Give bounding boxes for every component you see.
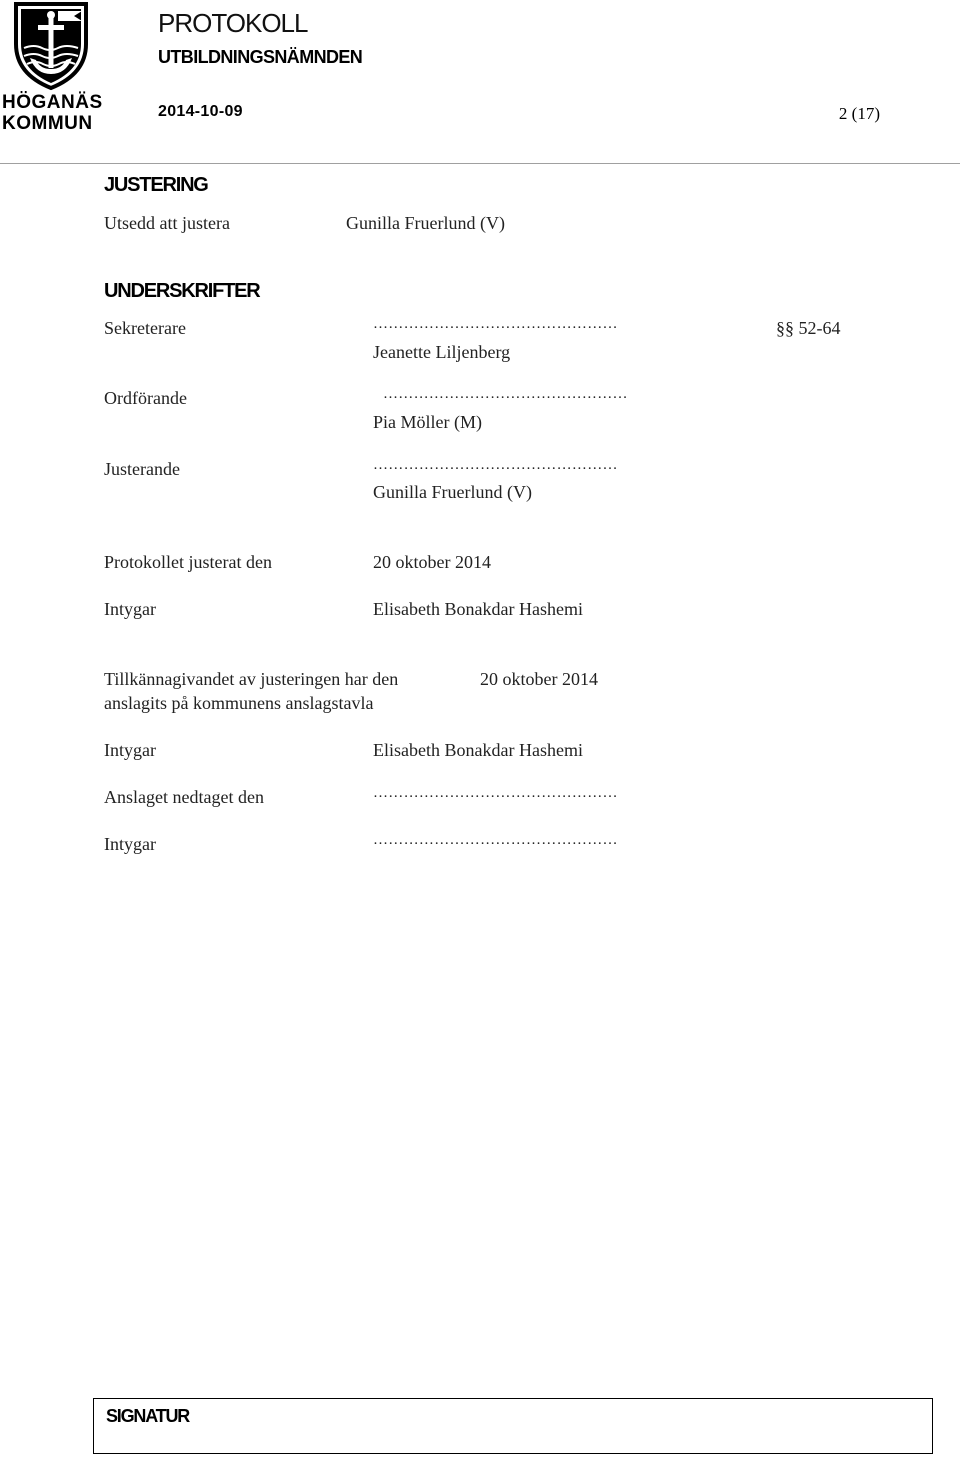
label-anslaget-nedtaget: Anslaget nedtaget den bbox=[104, 787, 264, 807]
label-tillkannagivandet: Tillkännagivandet av justeringen har den bbox=[104, 669, 399, 689]
value-justerat-datum: 20 oktober 2014 bbox=[373, 552, 491, 572]
signature-line-sekreterare: ………………………………………… bbox=[373, 316, 618, 332]
signature-box-label: SIGNATUR bbox=[106, 1406, 190, 1426]
label-utsedd-att-justera: Utsedd att justera bbox=[104, 213, 230, 233]
signature-line-ordforande: ………………………………………… bbox=[383, 386, 628, 402]
signature-line-nedtaget: ………………………………………… bbox=[373, 785, 618, 801]
name-ordforande: Pia Möller (M) bbox=[373, 412, 482, 432]
label-anslagstavla: anslagits på kommunens anslagstavla bbox=[104, 693, 374, 713]
value-intygar-1: Elisabeth Bonakdar Hashemi bbox=[373, 599, 583, 619]
logo-text-hoganas: HÖGANÄS bbox=[2, 92, 103, 113]
signature-box bbox=[93, 1398, 933, 1454]
label-sekreterare: Sekreterare bbox=[104, 318, 186, 338]
value-utsedd-justerare: Gunilla Fruerlund (V) bbox=[346, 213, 505, 233]
name-justerande: Gunilla Fruerlund (V) bbox=[373, 482, 532, 502]
hoganas-logo bbox=[0, 0, 104, 136]
section-heading-underskrifter: UNDERSKRIFTER bbox=[104, 280, 260, 302]
label-ordforande: Ordförande bbox=[104, 388, 187, 408]
name-sekreterare: Jeanette Liljenberg bbox=[373, 342, 511, 362]
section-heading-justering: JUSTERING bbox=[104, 174, 208, 196]
label-intygar-3: Intygar bbox=[104, 834, 156, 854]
paragraph-range: §§ 52-64 bbox=[776, 318, 841, 338]
label-intygar-1: Intygar bbox=[104, 599, 156, 619]
meeting-date: 2014-10-09 bbox=[158, 103, 243, 120]
coat-of-arms-icon bbox=[0, 0, 104, 92]
logo-text-kommun: KOMMUN bbox=[2, 113, 93, 134]
signature-line-intygar: ………………………………………… bbox=[373, 832, 618, 848]
value-intygar-2: Elisabeth Bonakdar Hashemi bbox=[373, 740, 583, 760]
value-anslag-datum: 20 oktober 2014 bbox=[480, 669, 598, 689]
page-number: 2 (17) bbox=[838, 104, 880, 123]
document-title: PROTOKOLL bbox=[158, 8, 308, 38]
header-divider bbox=[0, 163, 960, 164]
signature-line-justerande: ………………………………………… bbox=[373, 457, 618, 473]
label-justerande: Justerande bbox=[104, 459, 180, 479]
label-protokollet-justerat: Protokollet justerat den bbox=[104, 552, 272, 572]
label-intygar-2: Intygar bbox=[104, 740, 156, 760]
committee-name: UTBILDNINGSNÄMNDEN bbox=[158, 47, 363, 67]
